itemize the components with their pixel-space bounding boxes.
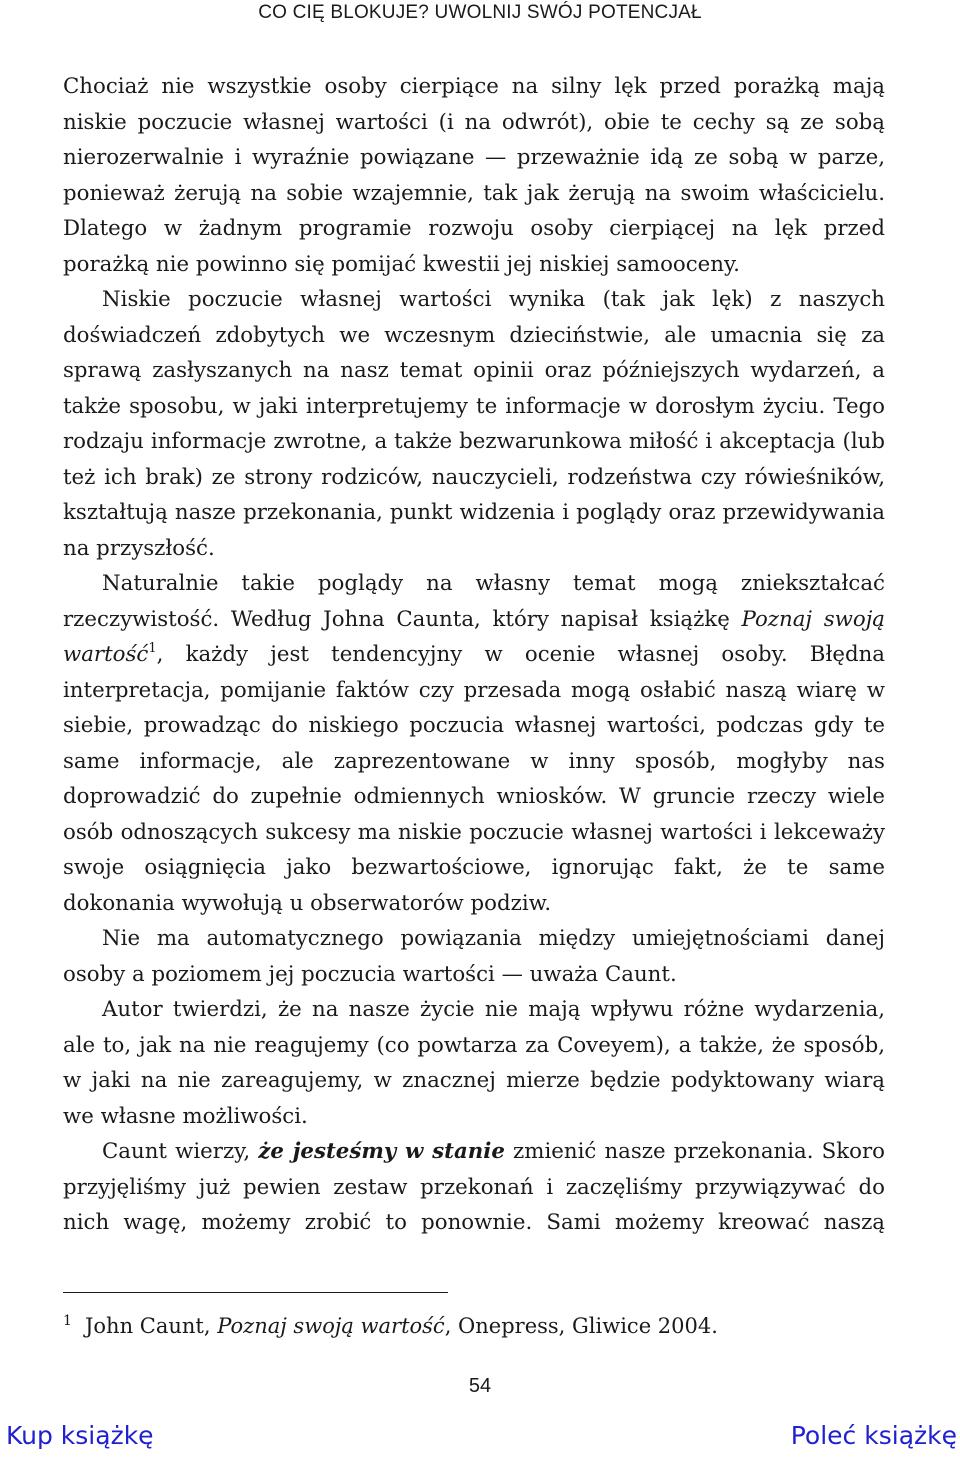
paragraph-3 bbox=[63, 566, 885, 921]
paragraph-3-text-b: , każdy jest tendencyjny w ocenie własnej osoby. Błędna interpretacja, pomijanie faktów czy przesada mogą osłabić naszą wiarę w siebie, prowadząc do niskiego poczucia własnej wartości, podczas gdy te same informacje, ale zaprezentowane w inny sposób, mogłyby nas doprowadzić do zupełnie odmiennych wniosków. W gruncie rzeczy wiele osób odnoszących sukcesy ma niskie poczucie własnej wartości i lekceważy swoje osiągnięcia jako bezwartościowe, ignorując fakt, że te same dokonania wywołują u obserwatorów podziw. bbox=[63, 642, 885, 916]
emphasis-text: że jesteśmy w stanie bbox=[258, 1139, 505, 1164]
paragraph-2: Niskie poczucie własnej wartości wynika (tak jak lęk) z naszych doświadczeń zdobytych we wczesnym dzieciństwie, ale umacnia się za sprawą zasłyszanych na nasz temat opinii oraz późniejszych wydarzeń, a także sposobu, w jaki interpretujemy te informacje w dorosłym życiu. Tego rodzaju informacje zwrotne, a także bezwarunkowa miłość i akceptacja (lub też ich brak) ze strony rodziców, nauczycieli, rodzeństwa czy rówieśników, kształtują nasze przekonania, punkt widzenia i poglądy oraz przewidywania na przyszłość. bbox=[63, 287, 885, 561]
paragraph-1: Chociaż nie wszystkie osoby cierpiące na silny lęk przed porażką mają niskie poczucie własnej wartości (i na odwrót), obie te cechy są ze sobą nierozerwalnie i wyraźnie powiązane — przeważnie idą ze sobą w parze, ponieważ żerują na sobie wzajemnie, tak jak żerują na swoim właścicielu. Dlatego w żadnym programie rozwoju osoby cierpiącej na lęk przed porażką nie powinno się pomijać kwestii jej niskiej samooceny. bbox=[63, 74, 885, 277]
footnote-reference: 1 bbox=[148, 641, 157, 656]
paragraph-5: Autor twierdzi, że na nasze życie nie mają wpływu różne wydarzenia, ale to, jak na nie reagujemy (co powtarza za Coveyem), a także, że sposób, w jaki na nie zareagujemy, w znacznej mierze będzie podyktowany wiarą we własne możliwości. bbox=[63, 997, 885, 1129]
footnote bbox=[63, 1305, 885, 1342]
book-title: Poznaj swoją wartość bbox=[63, 606, 885, 667]
paragraph-6-text-b: zmienić nasze przekonania. Skoro przyjęliśmy już pewien zestaw przekonań i zaczęliśmy przywiązywać do nich wagę, możemy zrobić to ponownie. Sami możemy kreować naszą bbox=[63, 1139, 885, 1235]
running-header: CO CIĘ BLOKUJE? UWOLNIJ SWÓJ POTENCJAŁ bbox=[258, 2, 702, 23]
footnote-number: 1 bbox=[63, 1313, 72, 1329]
body-text bbox=[63, 69, 885, 1241]
footnote-author: John Caunt, bbox=[85, 1314, 218, 1338]
paragraph-6-text-a: Caunt wierzy, bbox=[102, 1139, 259, 1164]
buy-book-link[interactable]: Kup książkę bbox=[6, 1421, 154, 1450]
paragraph-6 bbox=[63, 1134, 885, 1241]
footnote-divider bbox=[63, 1292, 448, 1293]
recommend-book-link[interactable]: Poleć książkę bbox=[790, 1421, 957, 1450]
paragraph-4: Nie ma automatycznego powiązania między umiejętnościami danej osoby a poziomem jej poczucia wartości — uważa Caunt. bbox=[63, 926, 885, 987]
page-number: 54 bbox=[468, 1375, 492, 1397]
footnote-publisher: , Onepress, Gliwice 2004. bbox=[444, 1314, 718, 1338]
paragraph-3-text-a: Naturalnie takie poglądy na własny temat mogą zniekształcać rzeczywistość. Według Johna Caunta, który napisał książkę bbox=[63, 571, 885, 632]
footnote-book-title: Poznaj swoją wartość bbox=[217, 1314, 445, 1338]
